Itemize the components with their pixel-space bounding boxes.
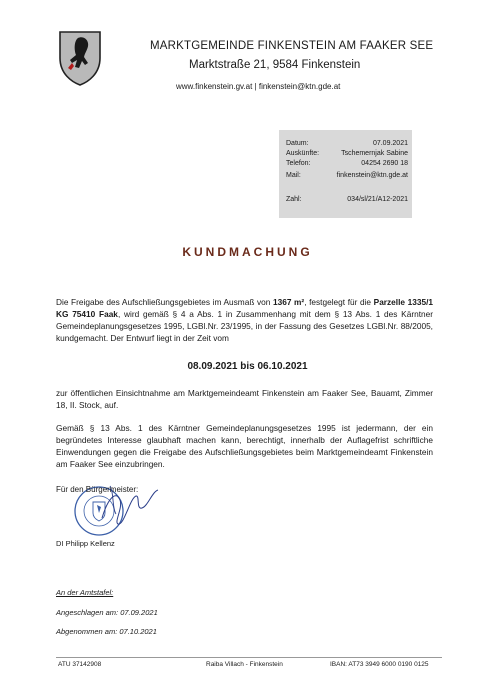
municipal-crest-icon [58, 30, 102, 86]
info-key: Datum: [286, 140, 309, 147]
signature-intro: Für den Bürgermeister: [56, 485, 139, 494]
display-period: 08.09.2021 bis 06.10.2021 [187, 361, 308, 372]
info-value: finkenstein@ktn.gde.at [336, 172, 408, 179]
removed-date: Abgenommen am: 07.10.2021 [56, 627, 157, 636]
info-row-phone [286, 159, 408, 168]
objection-paragraph: Gemäß § 13 Abs. 1 des Kärntner Gemeindeplanungsgesetzes 1995 ist jedermann, der ein begründetes Interesse glaubhaft machen kann, berechtigt, innerhalb der Auflagefrist schriftliche Einwendungen gegen die Freigabe des Aufschließungsgebietes beim Marktgemeindeamt Finkenstein am Faaker See einzubringen. [56, 423, 433, 469]
footer-divider [56, 657, 442, 658]
para-text: Die Freigabe des Aufschließungsgebietes im Ausmaß von [56, 297, 273, 307]
info-row-reference [286, 195, 408, 204]
info-value: 07.09.2021 [372, 140, 408, 147]
info-row-contact-person [286, 149, 408, 158]
notice-board-heading: An der Amtstafel: [56, 588, 114, 597]
info-value: 034/sl/21/A12-2021 [347, 196, 408, 203]
reference-info-box [279, 130, 412, 218]
info-row-date [286, 139, 408, 148]
info-row-mail [286, 171, 408, 180]
info-key: Auskünfte: [286, 150, 320, 157]
municipality-contact: www.finkenstein.gv.at | finkenstein@ktn.gde.at [176, 82, 341, 91]
footer-bank: Raiba Villach - Finkenstein [206, 661, 283, 668]
municipality-address: Marktstraße 21, 9584 Finkenstein [189, 59, 361, 71]
announcement-paragraph [56, 296, 433, 344]
para-text: , festgelegt für die [304, 297, 374, 307]
inspection-paragraph: zur öffentlichen Einsichtnahme am Marktgemeindeamt Finkenstein am Faaker See, Bauamt, Zimmer 18, II. Stock, auf. [56, 388, 433, 410]
document-title: KUNDMACHUNG [182, 245, 313, 259]
info-key: Mail: [286, 172, 301, 179]
info-value: Tschemernjak Sabine [341, 150, 408, 157]
municipality-name: MARKTGEMEINDE FINKENSTEIN AM FAAKER SEE [150, 40, 434, 52]
posted-date: Angeschlagen am: 07.09.2021 [56, 608, 158, 617]
para-text: , wird gemäß § 4 a Abs. 1 in Zusammenhang mit dem § 13 Abs. 1 des Kärntner Gemeindeplanungsgesetzes 1995, LGBl.Nr. 23/1995, in der Fassung des Gesetzes LGBl.Nr. 88/2005, kundgemacht. Der Entwurf liegt in der Zeit vom [56, 309, 433, 343]
area-size: 1367 m² [273, 297, 305, 307]
footer-vat-id: ATU 37142908 [58, 661, 102, 668]
footer-iban: IBAN: AT73 3949 6000 0190 0125 [330, 661, 429, 668]
info-key: Telefon: [286, 160, 311, 167]
info-key: Zahl: [286, 196, 302, 203]
info-value: 04254 2690 18 [361, 160, 408, 167]
parcel-number: Parzelle 1335/1 KG 75410 Faak [56, 297, 433, 319]
signatory-name: DI Philipp Kellenz [56, 539, 115, 548]
